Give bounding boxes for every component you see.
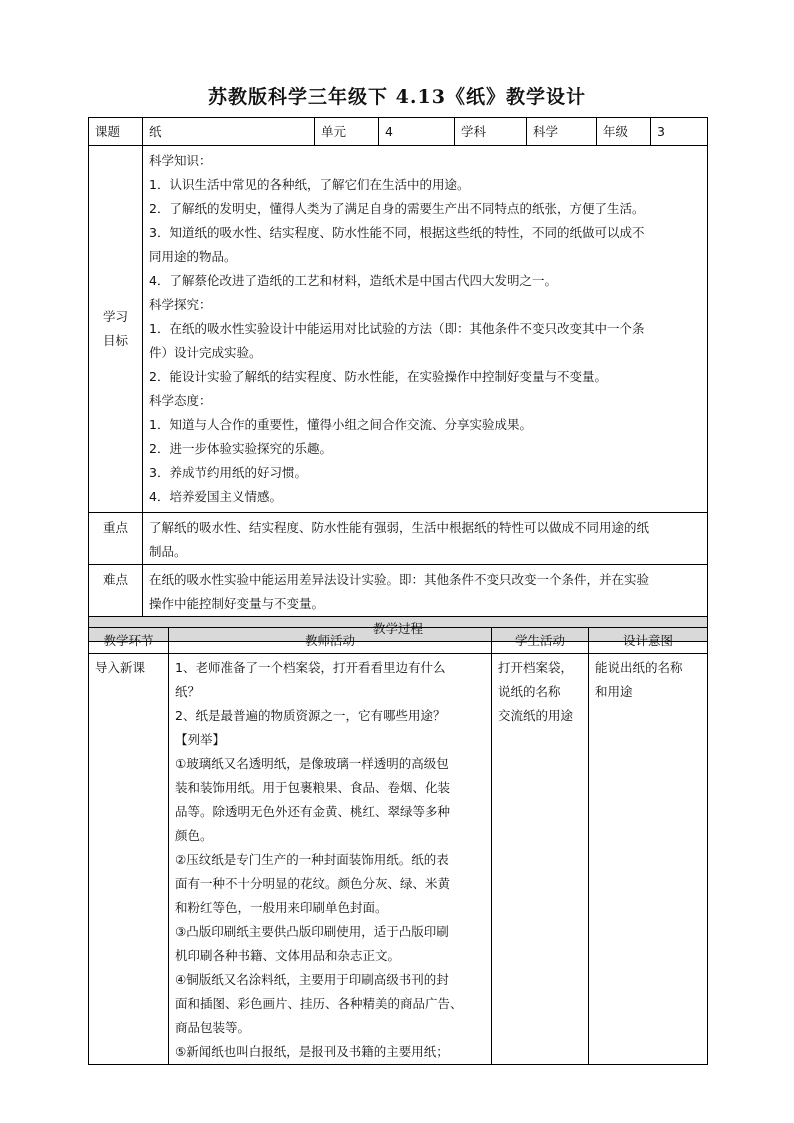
teacher-line: 颜色。: [175, 828, 213, 843]
objective-line: 3．知道纸的吸水性、结实程度、防水性能不同，根据这些纸的特性，不同的纸做可以成不: [149, 225, 645, 240]
objective-line: 3．养成节约用纸的好习惯。: [149, 465, 307, 480]
process-title: 教学过程: [89, 617, 708, 642]
teacher-line: 1、老师准备了一个档案袋，打开看看里边有什么: [175, 660, 446, 675]
objective-line: 同用途的物品。: [149, 249, 237, 264]
design-intent: 能说出纸的名称 和用途: [589, 654, 708, 1065]
teacher-line: 品等。除透明无色外还有金黄、桃红、翠绿等多种: [175, 804, 451, 819]
student-activity: 打开档案袋， 说纸的名称 交流纸的用途: [492, 654, 589, 1065]
objective-line: 2．能设计实验了解纸的结实程度、防水性能，在实验操作中控制好变量与不变量。: [149, 369, 607, 384]
teacher-activity: [169, 654, 492, 1065]
objective-line: 2．进一步体验实验探究的乐趣。: [149, 441, 332, 456]
teacher-line: 机印刷各种书籍、文体用品和杂志正文。: [175, 948, 401, 963]
subject-value: 科学: [527, 118, 597, 146]
teacher-line: 装和装饰用纸。用于包裹粮果、食品、卷烟、化装: [175, 780, 451, 795]
objective-line: 件）设计完成实验。: [149, 345, 262, 360]
objectives-label: 学习 目标: [89, 146, 143, 513]
process-header-row: [89, 628, 708, 654]
objectives-row: [89, 146, 708, 513]
teacher-line: ②压纹纸是专门生产的一种封面装饰用纸。纸的表: [175, 852, 449, 867]
col-stage: 教学环节: [89, 628, 169, 654]
topic-label: 课题: [89, 118, 143, 146]
col-teacher: 教师活动: [169, 628, 492, 654]
unit-value: 4: [379, 118, 455, 146]
key-point-content: 了解纸的吸水性、结实程度、防水性能有强弱，生活中根据纸的特性可以做成不同用途的纸 制品。: [143, 513, 708, 565]
stage-cell: 导入新课: [89, 654, 169, 1065]
teacher-line: 商品包装等。: [175, 1020, 251, 1035]
teacher-line: ④铜版纸又名涂料纸，主要用于印刷高级书刊的封: [175, 972, 449, 987]
teacher-line: ③凸版印刷纸主要供凸版印刷使用，适于凸版印刷: [175, 924, 449, 939]
header-row: [89, 118, 708, 146]
page-title: 苏教版科学三年级下 4.13《纸》教学设计: [208, 86, 586, 108]
objective-line: 科学探究：: [149, 297, 212, 312]
teacher-line: 面和插图、彩色画片、挂历、各种精美的商品广告、: [175, 996, 463, 1011]
subject-label: 学科: [455, 118, 527, 146]
teacher-line: 纸？: [175, 684, 201, 699]
col-intent: 设计意图: [589, 628, 708, 654]
lesson-plan-table: [88, 117, 708, 642]
difficulty-row: [89, 565, 708, 617]
key-point-label: 重点: [89, 513, 143, 565]
teacher-line: 2、纸是最普遍的物质资源之一，它有哪些用途？: [175, 708, 446, 723]
objective-line: 4．了解蔡伦改进了造纸的工艺和材料，造纸术是中国古代四大发明之一。: [149, 273, 557, 288]
unit-label: 单元: [315, 118, 379, 146]
objective-line: 1．知道与人合作的重要性，懂得小组之间合作交流、分享实验成果。: [149, 417, 532, 432]
objectives-content: [143, 146, 708, 513]
objective-line: 1．在纸的吸水性实验设计中能运用对比试验的方法（即：其他条件不变只改变其中一个条: [149, 321, 645, 336]
col-student: 学生活动: [492, 628, 589, 654]
process-row: [89, 654, 708, 1065]
difficulty-label: 难点: [89, 565, 143, 617]
objective-line: 1．认识生活中常见的各种纸，了解它们在生活中的用途。: [149, 177, 470, 192]
key-point-row: [89, 513, 708, 565]
process-table: [88, 627, 708, 1065]
teacher-line: ①玻璃纸又名透明纸，是像玻璃一样透明的高级包: [175, 756, 449, 771]
grade-label: 年级: [597, 118, 651, 146]
teacher-line: ⑤新闻纸也叫白报纸，是报刊及书籍的主要用纸；: [175, 1044, 449, 1059]
topic-value: 纸: [143, 118, 315, 146]
objective-line: 科学态度：: [149, 393, 212, 408]
teacher-line: 【列举】: [175, 732, 226, 747]
teacher-line: 面有一种不十分明显的花纹。颜色分灰、绿、米黄: [175, 876, 451, 891]
teacher-line: 和粉红等色，一般用来印刷单色封面。: [175, 900, 388, 915]
difficulty-content: 在纸的吸水性实验中能运用差异法设计实验。即：其他条件不变只改变一个条件，并在实验 操作中能控制好变量与不变量。: [143, 565, 708, 617]
objective-line: 4．培养爱国主义情感。: [149, 489, 282, 504]
objective-line: 2．了解纸的发明史，懂得人类为了满足自身的需要生产出不同特点的纸张，方便了生活。: [149, 201, 645, 216]
grade-value: 3: [651, 118, 708, 146]
objective-line: 科学知识：: [149, 153, 212, 168]
